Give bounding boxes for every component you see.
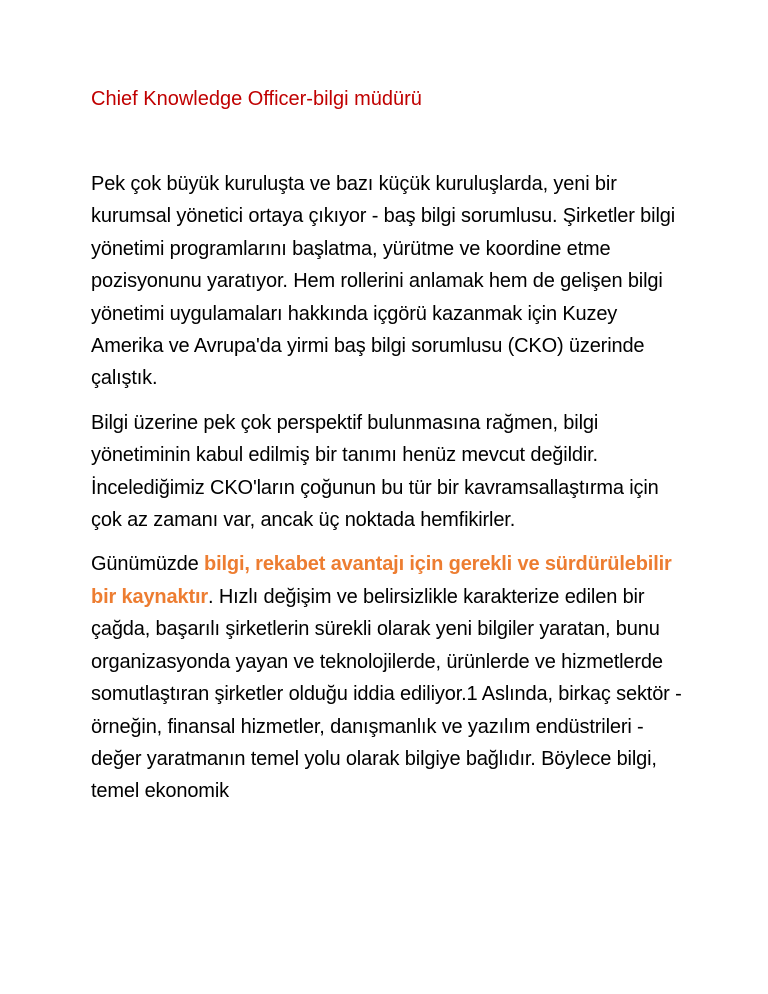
paragraph-perspectives: Bilgi üzerine pek çok perspektif bulunmasına rağmen, bilgi yönetiminin kabul edilmiş bir tanımı henüz mevcut değildir. İncelediğimiz CKO'ların çoğunun bu tür bir kavramsallaştırma için çok az zamanı var, ancak üç noktada hemfikirler. — [91, 411, 659, 532]
document-title: Chief Knowledge Officer-bilgi müdürü — [91, 88, 422, 110]
paragraph-body-text: . Hızlı değişim ve belirsizlikle karakterize edilen bir çağda, başarılı şirketlerin sürekli olarak yeni bilgiler yaratan, bunu organizasyonda yayan ve teknolojilerde, ürünlerde ve hizmetlerde somutlaştıran şirketler olduğu iddia ediliyor.1 Aslında, birkaç sektör - örneğin, finansal hizmetler, danışmanlık ve yazılım endüstrileri - değer yaratmanın temel yolu olarak bilgiye bağlıdır. Böylece bilgi, temel ekonomik — [91, 585, 682, 803]
paragraph-intro: Pek çok büyük kuruluşta ve bazı küçük kuruluşlarda, yeni bir kurumsal yönetici ortaya çıkıyor - baş bilgi sorumlusu. Şirketler bilgi yönetimi programlarını başlatma, yürütme ve koordine etme pozisyonunu yaratıyor. Hem rollerini anlamak hem de gelişen bilgi yönetimi uygulamaları hakkında içgörü kazanmak için Kuzey Amerika ve Avrupa'da yirmi baş bilgi sorumlusu (CKO) üzerinde çalıştık. — [91, 173, 676, 390]
document-page — [91, 84, 691, 820]
highlighted-phrase: bilgi, rekabet avantajı için gerekli ve sürdürülebilir bir kaynaktır — [91, 553, 672, 608]
paragraph-competitive-advantage — [91, 548, 691, 807]
paragraph-lead-text: Günümüzde — [91, 553, 205, 576]
